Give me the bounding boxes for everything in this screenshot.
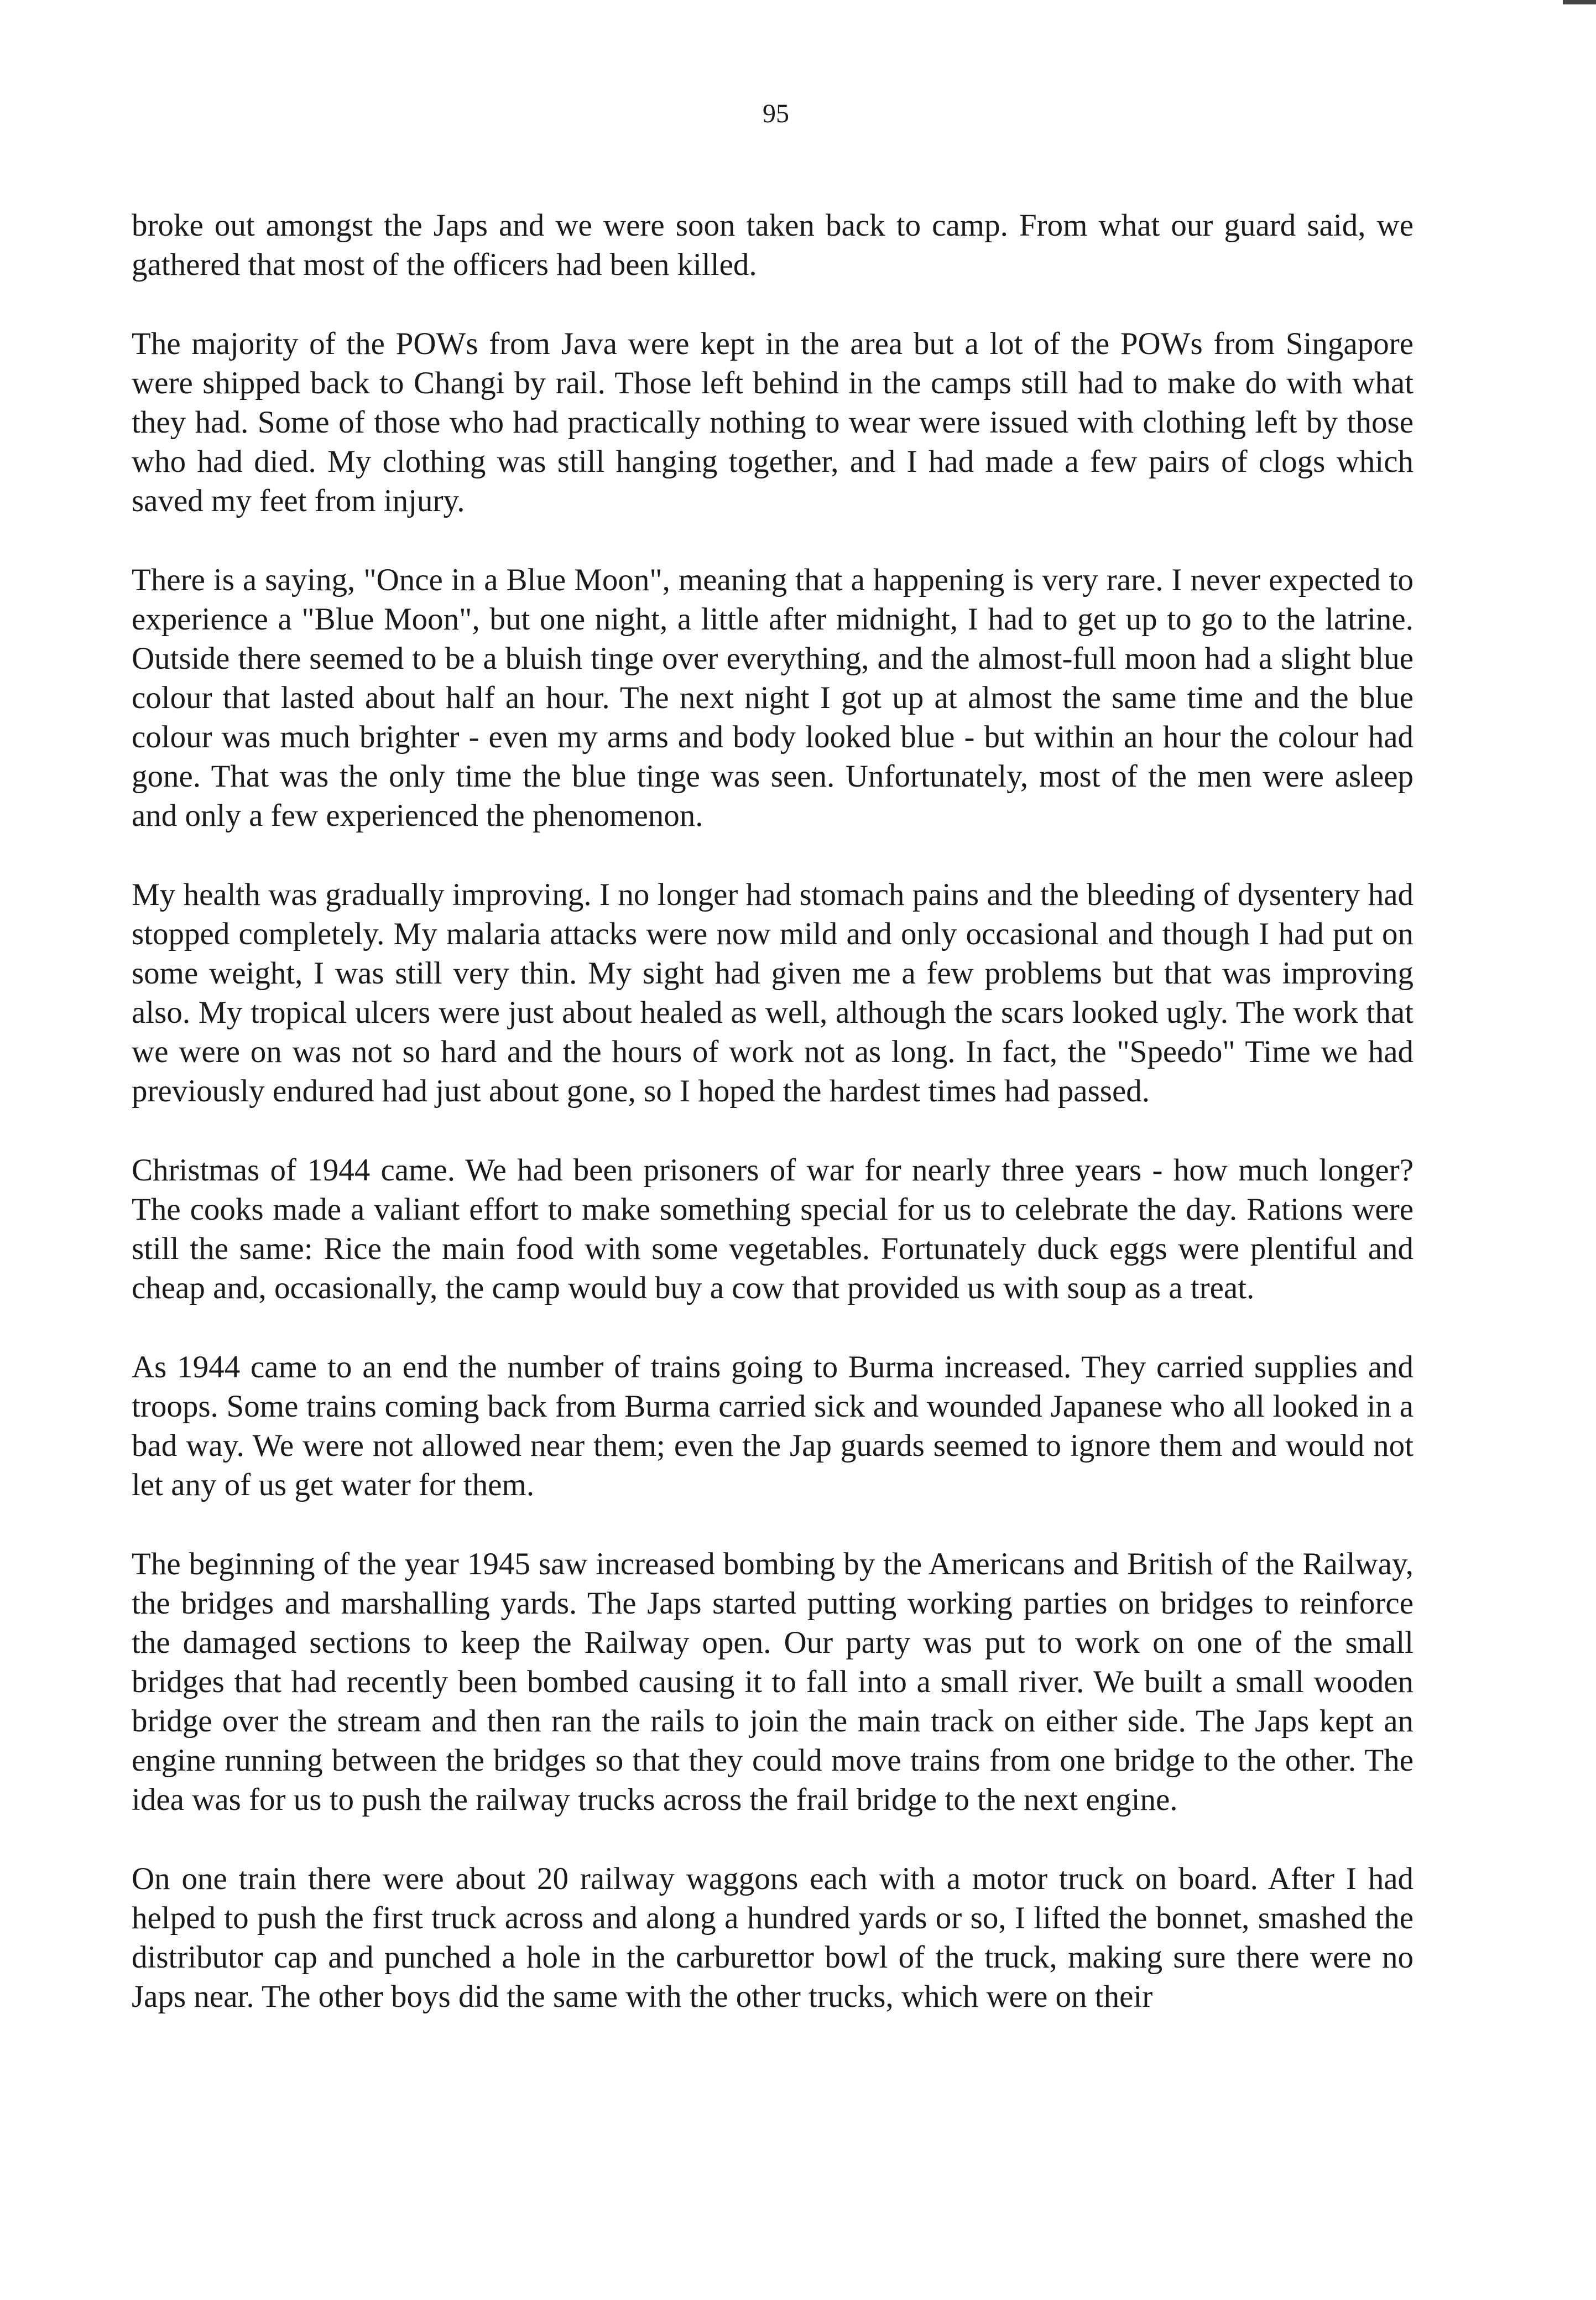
paragraph-7: The beginning of the year 1945 saw increased bombing by the Americans and British of the Railway, the bridges and marshalling yards. The Japs started putting working parties on bridges to reinforce the damaged sections to keep the Railway open. Our party was put to work on one of the small bridges that had recently been bombed causing it to fall into a small river. We built a small wooden bridge over the stream and then ran the rails to join the main track on either side. The Japs kept an engine running between the bridges so that they could move trains from one bridge to the other. The idea was for us to push the railway trucks across the frail bridge to the next engine. bbox=[132, 1547, 1414, 1817]
body-text bbox=[132, 206, 1414, 2016]
paragraph-4: My health was gradually improving. I no longer had stomach pains and the bleeding of dysentery had stopped completely. My malaria attacks were now mild and only occasional and though I had put on some weight, I was still very thin. My sight had given me a few problems but that was improving also. My tropical ulcers were just about healed as well, although the scars looked ugly. The work that we were on was not so hard and the hours of work not as long. In fact, the "Speedo" Time we had previously endured had just about gone, so I hoped the hardest times had passed. bbox=[132, 877, 1414, 1109]
paragraph-3: There is a saying, "Once in a Blue Moon", meaning that a happening is very rare. I never expected to experience a "Blue Moon", but one night, a little after midnight, I had to get up to go to the latrine. Outside there seemed to be a bluish tinge over everything, and the almost-full moon had a slight blue colour that lasted about half an hour. The next night I got up at almost the same time and the blue colour was much brighter - even my arms and body looked blue - but within an hour the colour had gone. That was the only time the blue tinge was seen. Unfortunately, most of the men were asleep and only a few experienced the phenomenon. bbox=[132, 563, 1414, 833]
paragraph-1: broke out amongst the Japs and we were soon taken back to camp. From what our guard said, we gathered that most of the officers had been killed. bbox=[132, 208, 1414, 282]
paragraph-8: On one train there were about 20 railway waggons each with a motor truck on board. After I had helped to push the first truck across and along a hundred yards or so, I lifted the bonnet, smashed the distributor cap and punched a hole in the carburettor bowl of the truck, making sure there were no Japs near. The other boys did the same with the other trucks, which were on their bbox=[132, 1861, 1414, 2014]
paragraph-6: As 1944 came to an end the number of trains going to Burma increased. They carried supplies and troops. Some trains coming back from Burma carried sick and wounded Japanese who all looked in a bad way. We were not allowed near them; even the Jap guards seemed to ignore them and would not let any of us get water for them. bbox=[132, 1350, 1414, 1502]
page-number: 95 bbox=[763, 99, 789, 128]
scan-edge-mark bbox=[1563, 0, 1596, 4]
paragraph-2: The majority of the POWs from Java were kept in the area but a lot of the POWs from Singapore were shipped back to Changi by rail. Those left behind in the camps still had to make do with what they had. Some of those who had practically nothing to wear were issued with clothing left by those who had died. My clothing was still hanging together, and I had made a few pairs of clogs which saved my feet from injury. bbox=[132, 326, 1414, 518]
paragraph-5: Christmas of 1944 came. We had been prisoners of war for nearly three years - how much longer? The cooks made a valiant effort to make something special for us to celebrate the day. Rations were still the same: Rice the main food with some vegetables. Fortunately duck eggs were plentiful and cheap and, occasionally, the camp would buy a cow that provided us with soup as a treat. bbox=[132, 1153, 1414, 1305]
